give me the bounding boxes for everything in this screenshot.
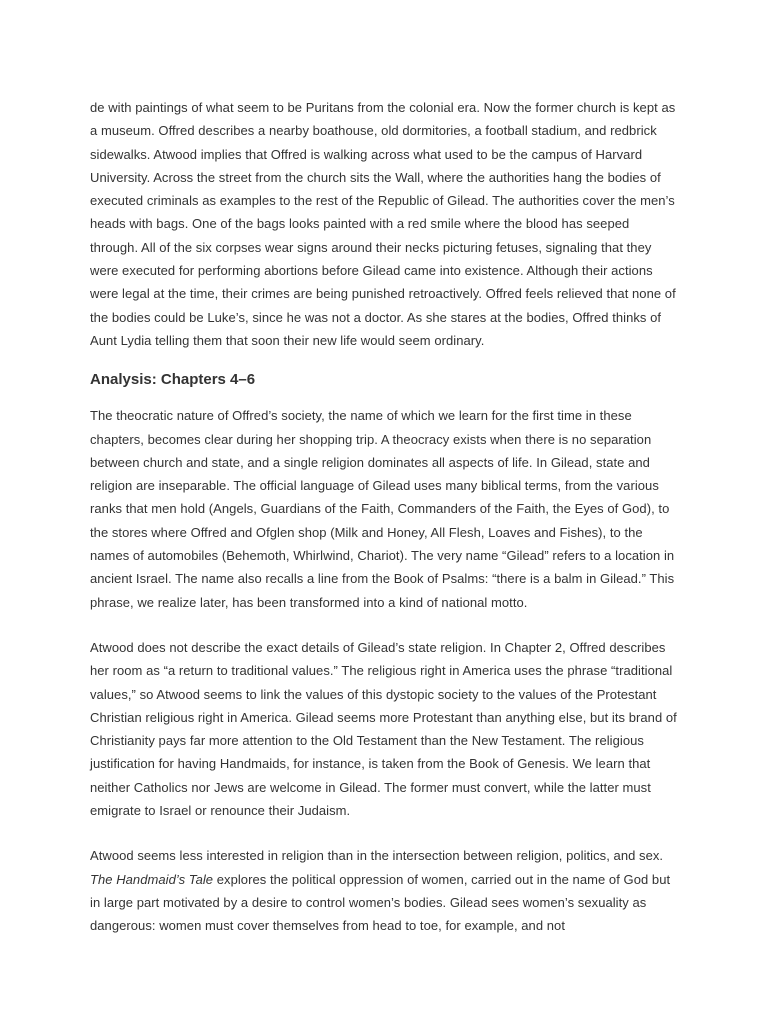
book-title: The Handmaid’s Tale [90,871,214,887]
paragraph-text-start: Atwood seems less interested in religion than in the intersection between religion, politics, and sex. [90,848,664,864]
paragraph-theocracy: The theocratic nature of Offred’s society, the name of which we learn for the first time in these chapters, becomes clear during her shopping trip. A theocracy exists when there is no separation between church and state, and a single religion dominates all aspects of life. In Gilead, state and religion are inseparable. The official language of Gilead uses many biblical terms, from the various ranks that men hold (Angels, Guardians of the Faith, Commanders of the Faith, the Eyes of God), to the stores where Offred and Ofglen shop (Milk and Honey, All Flesh, Loaves and Fishes), to the names of automobiles (Behemoth, Whirlwind, Chariot). The very name “Gilead” refers to a location in ancient Israel. The name also recalls a line from the Book of Psalms: “there is a balm in Gilead.” This phrase, we realize later, has been transformed into a kind of national motto. [90,408,675,610]
document-page [90,96,680,938]
paragraph-text-end: explores the political oppression of women, carried out in the name of God but in large part motivated by a desire to control women’s bodies. Gilead sees women’s sexuality as dangerous: women must cover themselves from head to toe, for example, and not [90,871,671,934]
paragraph-state-religion: Atwood does not describe the exact details of Gilead’s state religion. In Chapter 2, Offred describes her room as “a return to traditional values.” The religious right in America uses the phrase “traditional values,” so Atwood seems to link the values of this dystopic society to the values of the Protestant Christian religious right in America. Gilead seems more Protestant than anything else, but its brand of Christianity pays far more attention to the Old Testament than the New Testament. The religious justification for having Handmaids, for instance, is taken from the Book of Genesis. We learn that neither Catholics nor Jews are welcome in Gilead. The former must convert, while the latter must emigrate to Israel or renounce their Judaism. [90,639,677,819]
paragraph-religion-politics-sex [90,844,680,937]
paragraph-summary-continued: de with paintings of what seem to be Puritans from the colonial era. Now the former church is kept as a museum. Offred describes a nearby boathouse, old dormitories, a football stadium, and redbrick sidewalks. Atwood implies that Offred is walking across what used to be the campus of Harvard University. Across the street from the church sits the Wall, where the authorities hang the bodies of executed criminals as examples to the rest of the Republic of Gilead. The authorities cover the men’s heads with bags. One of the bags looks painted with a red smile where the blood has seeped through. All of the six corpses wear signs around their necks picturing fetuses, signaling that they were executed for performing abortions before Gilead came into existence. Although their actions were legal at the time, their crimes are being punished retroactively. Offred feels relieved that none of the bodies could be Luke’s, since he was not a doctor. As she stares at the bodies, Offred thinks of Aunt Lydia telling them that soon their new life would seem ordinary. [90,100,676,348]
section-heading-analysis: Analysis: Chapters 4–6 [90,371,256,389]
